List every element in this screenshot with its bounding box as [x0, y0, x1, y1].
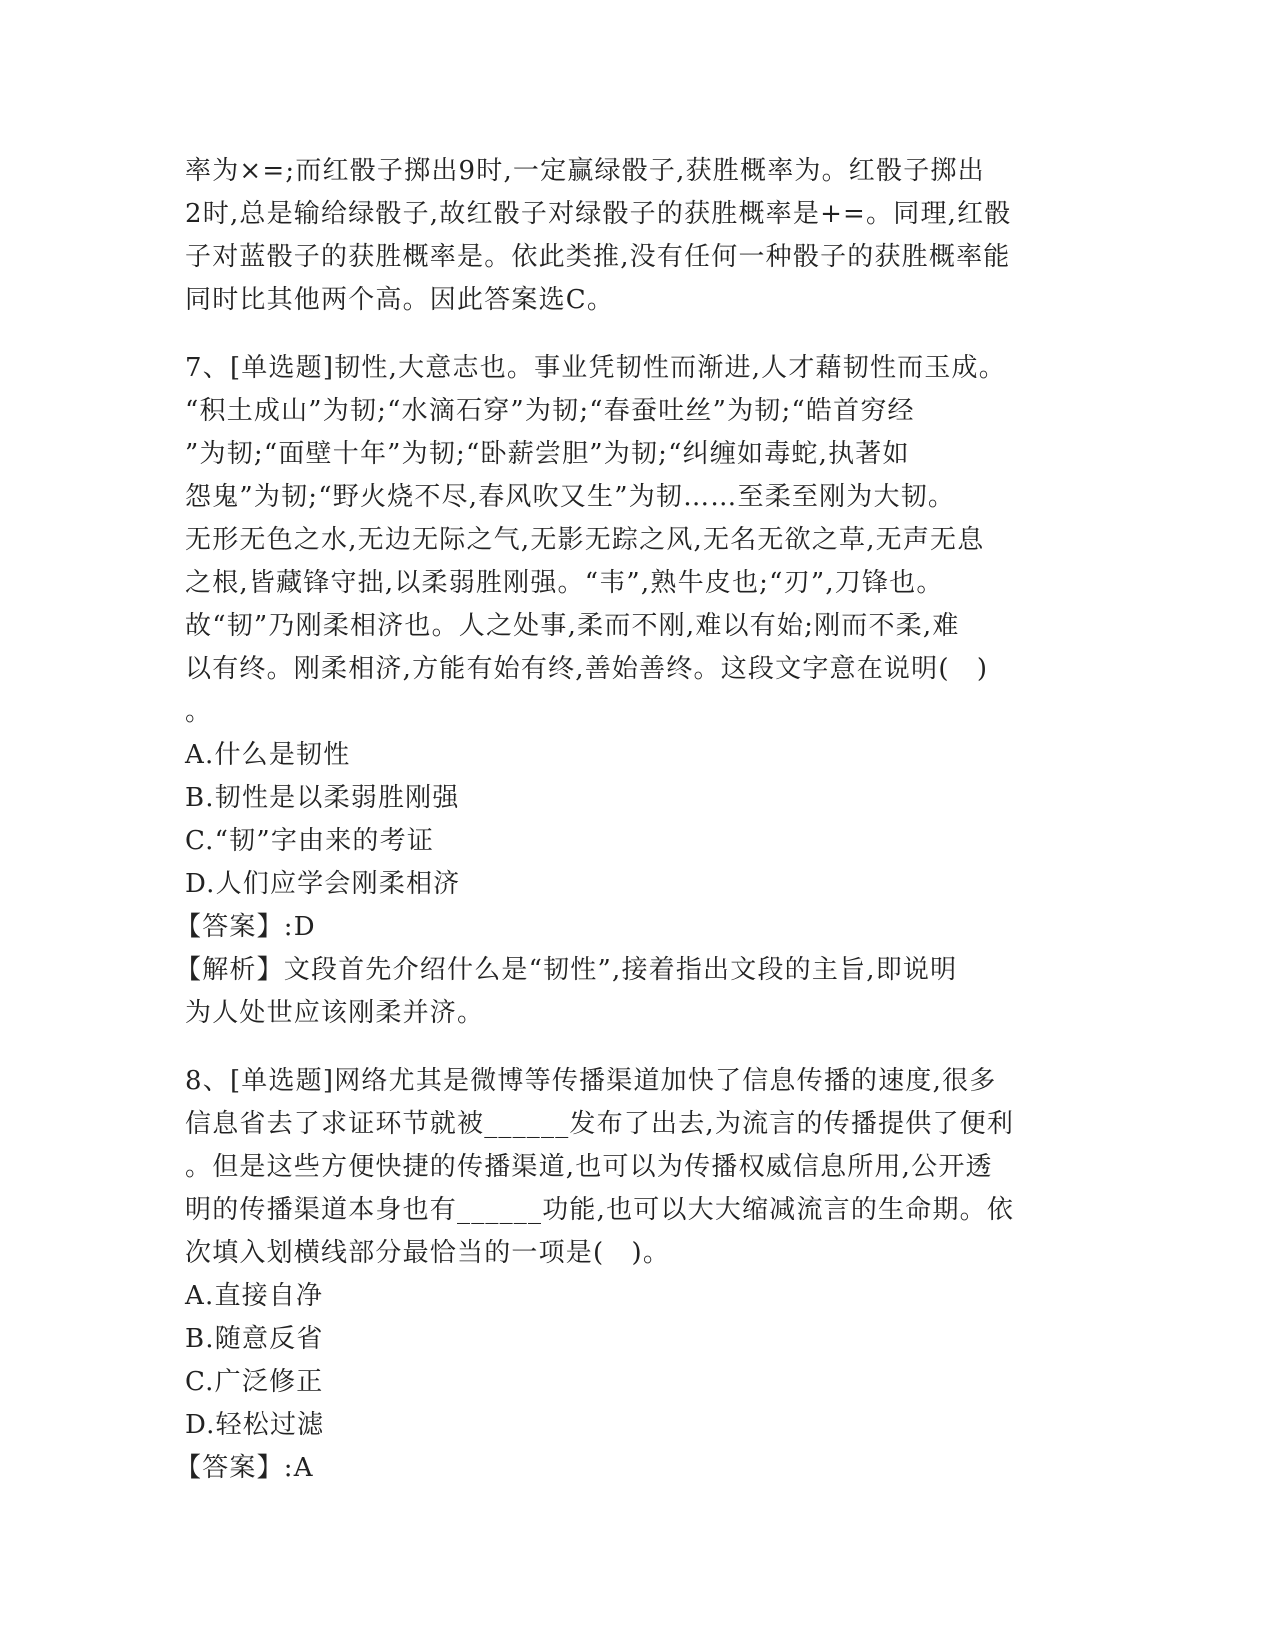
question-line: 以有终。刚柔相济,方能有始有终,善始善终。这段文字意在说明( ) — [185, 654, 989, 684]
analysis-line: 为人处世应该刚柔并济。 — [185, 998, 485, 1028]
intro-line: 同时比其他两个高。因此答案选C。 — [185, 285, 615, 315]
option-b: B.随意反省 — [185, 1324, 324, 1354]
question-line: 故“韧”乃刚柔相济也。人之处事,柔而不刚,难以有始;刚而不柔,难 — [185, 611, 960, 641]
spacer — [185, 1035, 1085, 1060]
question-line: 之根,皆藏锋守拙,以柔弱胜刚强。“韦”,熟牛皮也;“刃”,刀锋也。 — [185, 568, 944, 598]
intro-line: 率为×=;而红骰子掷出9时,一定赢绿骰子,获胜概率为。红骰子掷出 — [185, 156, 985, 186]
question-8-answer-block — [175, 1447, 1085, 1490]
option-c: C.“韧”字由来的考证 — [185, 826, 435, 856]
intro-line: 2时,总是输给绿骰子,故红骰子对绿骰子的获胜概率是+=。同理,红骰 — [185, 199, 1012, 229]
question-7-options — [185, 734, 1085, 906]
option-d: D.人们应学会刚柔相济 — [185, 869, 461, 899]
question-line: 。 — [185, 697, 213, 727]
question-line: 信息省去了求证环节就被______发布了出去,为流言的传播提供了便利 — [185, 1109, 1015, 1139]
option-d: D.轻松过滤 — [185, 1410, 325, 1440]
spacer — [185, 322, 1085, 347]
question-line: 7、[单选题]韧性,大意志也。事业凭韧性而渐进,人才藉韧性而玉成。 — [185, 353, 1006, 383]
option-b: B.韧性是以柔弱胜刚强 — [185, 783, 460, 813]
question-line: 无形无色之水,无边无际之气,无影无踪之风,无名无欲之草,无声无息 — [185, 525, 985, 555]
question-line: 明的传播渠道本身也有______功能,也可以大大缩减流言的生命期。依 — [185, 1195, 1015, 1225]
question-line: 8、[单选题]网络尤其是微博等传播渠道加快了信息传播的速度,很多 — [185, 1066, 997, 1096]
option-a: A.什么是韧性 — [185, 740, 351, 770]
analysis-line: 【解析】文段首先介绍什么是“韧性”,接着指出文段的主旨,即说明 — [175, 955, 958, 985]
question-line: 次填入划横线部分最恰当的一项是( )。 — [185, 1238, 671, 1268]
question-line: 。但是这些方便快捷的传播渠道,也可以为传播权威信息所用,公开透 — [185, 1152, 993, 1182]
question-line: “积土成山”为韧;“水滴石穿”为韧;“春蚕吐丝”为韧;“皓首穷经 — [185, 396, 915, 426]
question-8-stem — [185, 1060, 1085, 1275]
question-line: 怨鬼”为韧;“野火烧不尽,春风吹又生”为韧……至柔至刚为大韧。 — [185, 482, 956, 512]
answer-text: 【答案】:D — [175, 912, 316, 942]
question-7-analysis — [175, 949, 1085, 1035]
intro-paragraph — [185, 150, 1085, 322]
option-a: A.直接自净 — [185, 1281, 324, 1311]
question-line: ”为韧;“面壁十年”为韧;“卧薪尝胆”为韧;“纠缠如毒蛇,执著如 — [185, 439, 910, 469]
question-8-options — [185, 1275, 1085, 1447]
option-c: C.广泛修正 — [185, 1367, 324, 1397]
document-page — [175, 150, 1085, 1490]
intro-line: 子对蓝骰子的获胜概率是。依此类推,没有任何一种骰子的获胜概率能 — [185, 242, 1011, 272]
question-7-answer-block — [175, 906, 1085, 949]
answer-text: 【答案】:A — [175, 1453, 314, 1483]
question-7-stem — [185, 347, 1085, 734]
